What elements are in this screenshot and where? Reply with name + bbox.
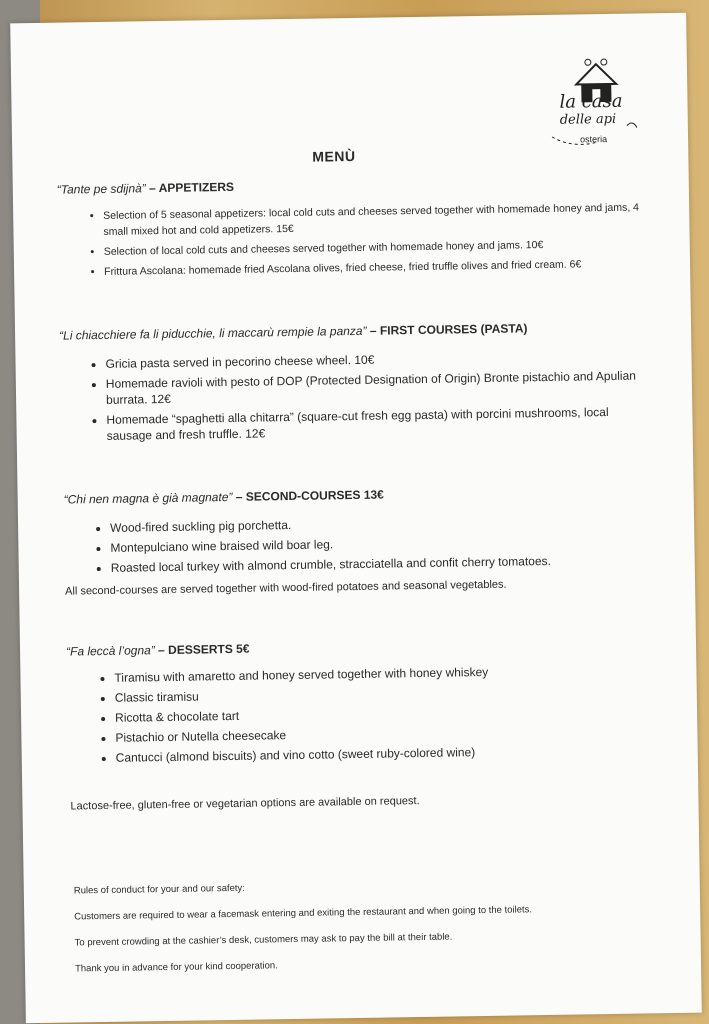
list-item: • Roasted local turkey with almond crumble, stracciatella and confit cherry tomatoes. <box>111 551 671 576</box>
section-label: – DESSERTS 5€ <box>154 641 250 658</box>
appetizers-list <box>83 199 644 284</box>
section-heading-first-courses <box>59 321 528 342</box>
list-item: • Homemade “spaghetti alla chitarra” (square-cut fresh egg pasta) with porcini mushrooms, local sausage and fresh truffle. 12€ <box>106 403 656 444</box>
list-item: • Selection of local cold cuts and cheeses served together with homemade honey and jams. 10€ <box>104 235 644 259</box>
rule-line: Thank you in advance for your kind cooperation. <box>74 960 278 975</box>
rule-line: To prevent crowding at the cashier’s desk, customers may ask to pay the bill at their table. <box>74 931 453 949</box>
section-label: – SECOND-COURSES 13€ <box>232 487 384 504</box>
list-item: • Gricia pasta served in pecorino cheese wheel. 10€ <box>105 347 655 372</box>
desserts-list <box>94 661 675 770</box>
second-courses-note: All second-courses are served together with wood-fired potatoes and seasonal vegetables. <box>65 578 507 598</box>
list-item: • Tiramisu with amaretto and honey served together with honey whiskey <box>114 661 674 686</box>
rule-line: Customers are required to wear a facemask entering and exiting the restaurant and when going to the toilets. <box>74 904 533 923</box>
list-item: • Classic tiramisu <box>115 681 675 706</box>
dietary-options-note: Lactose-free, gluten-free or vegetarian options are available on request. <box>70 795 420 813</box>
logo-subtitle: osteria <box>580 134 608 145</box>
list-item: • Frittura Ascolana: homemade fried Ascolana olives, fried cheese, fried truffle olives and fried cream. 6€ <box>104 255 644 279</box>
first-courses-list <box>85 347 656 448</box>
section-quote: “Li chiacchiere fa li piducchie, li maccarù rempie la panza” <box>58 323 367 343</box>
list-item: • Homemade ravioli with pesto of DOP (Protected Designation of Origin) Bronte pistachio and Apulian burrata. 12€ <box>106 367 656 408</box>
menu-sheet <box>10 13 702 1023</box>
section-label: – FIRST COURSES (PASTA) <box>366 321 528 338</box>
section-heading-second-courses <box>64 488 384 507</box>
second-courses-list <box>90 511 671 580</box>
section-heading-desserts <box>66 642 250 659</box>
list-item: • Selection of 5 seasonal appetizers: local cold cuts and cheeses served together with homemade honey and jams, 4 small mixed hot and cold appetizers. 15€ <box>103 199 643 239</box>
rules-of-conduct <box>74 869 656 982</box>
section-quote: “Tante pe sdijnà” <box>56 181 146 197</box>
list-item: • Pistachio or Nutella cheesecake <box>115 721 675 746</box>
logo-wordmark: la casa delle api <box>559 90 623 128</box>
rules-heading: Rules of conduct for your and our safety: <box>73 882 245 897</box>
list-item: • Wood-fired suckling pig porchetta. <box>110 511 670 536</box>
section-quote: “Chi nen magna è già magnate” <box>63 489 233 507</box>
section-heading-appetizers <box>57 180 234 197</box>
list-item: • Montepulciano wine braised wild boar leg. <box>110 531 670 556</box>
section-label: – APPETIZERS <box>145 179 235 196</box>
page-title: MENÙ <box>312 147 356 165</box>
list-item: • Ricotta & chocolate tart <box>115 701 675 726</box>
section-quote: “Fa leccà l’ogna” <box>65 643 155 659</box>
list-item: • Cantucci (almond biscuits) and vino cotto (sweet ruby-colored wine) <box>116 741 676 766</box>
